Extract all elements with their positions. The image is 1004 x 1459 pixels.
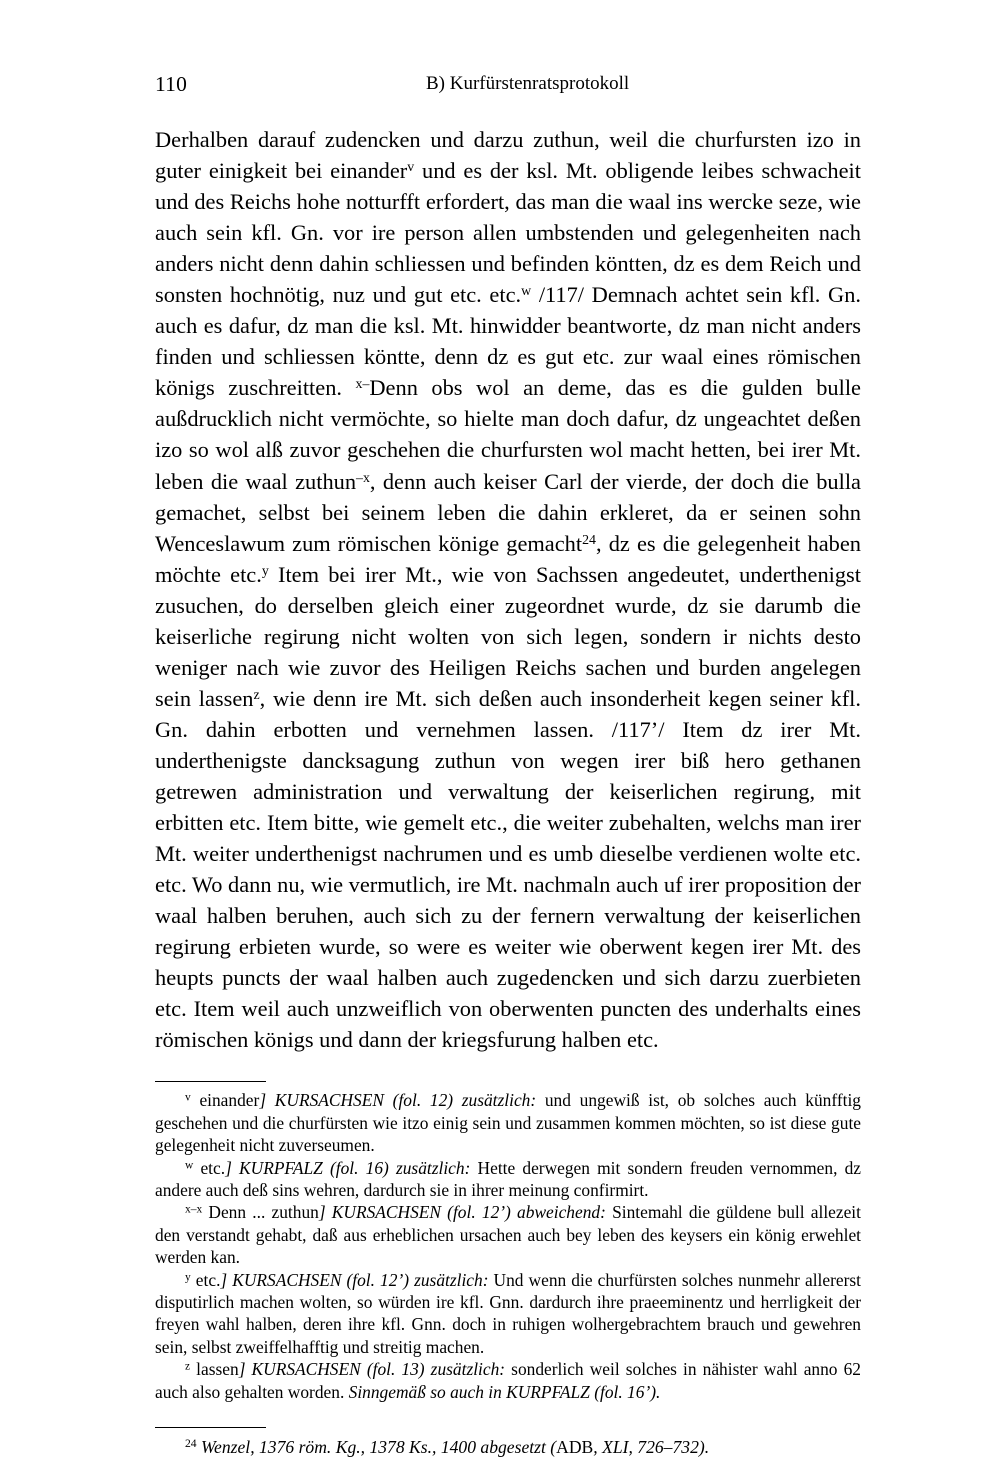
apparatus-entry: $^{x-x}$ Denn ... zuthun] KURSACHSEN (fol. 12’) abweichend: Sintemahl die güldene bull allezeit den verstandt gehabt, daß aus erheblichen ursachen auch bey leben des keysers ein könig erwehlet werden kan. bbox=[155, 1202, 861, 1268]
body-paragraph: Derhalben darauf zudencken und darzu zuthun, weil die churfursten izo in guter einigkeit bei einander$^v$ und es der ksl. Mt. obligende leibes schwacheit und des Reichs hohe notturfft erfordert, das man die waal ins wercke seze, wie auch sein kfl. Gn. vor ire person allen umbstenden und gelegenheiten nach anders nicht denn dahin schliessen und befinden köntten, dz es dem Reich und sonsten hochnötig, nuz und gut etc. etc.$^w$ /117/ Demnach achtet sein kfl. Gn. auch es dafur, dz man die ksl. Mt. hinwidder beantworte, dz man nicht anders finden und schliessen köntte, denn dz es gut etc. zur waal eines römischen königs zuschreitten. $^{x-}$Denn obs wol an deme, das es die gulden bulle außdrucklich nicht vermöchte, so hielte man doch dafur, dz ungeachtet deßen izo so wol alß zuvor geschehen die churfursten wol macht hetten, bei irer Mt. leben die waal zuthun$^{-x}$, denn auch keiser Carl der vierde, der doch die bulla gemachet, selbst bei seinem leben die dahin erkleret, da er seinen sohn Wenceslawum zum römischen könige gemacht$^{24}$, dz es die gelegenheit haben möchte etc.$^y$ Item bei irer Mt., wie von Sachssen angedeutet, underthenigst zusuchen, do derselben gleich einer zugeordnet wurde, dz sie darumb die keiserliche regirung nicht wolten von sich legen, sondern ir nichts desto weniger nach wie zuvor des Heiligen Reichs sachen und burden angelegen sein lassen$^z$, wie denn ire Mt. sich deßen auch insonderheit kegen seiner kfl. Gn. dahin erbotten und vernehmen lassen. /117’/ Item dz irer Mt. underthenigste dancksagung zuthun von wegen irer biß hero gethanen getrewen administration und verwaltung der keiserlichen regirung, mit erbitten etc. Item bitte, wie gemelt etc., die weiter zubehalten, welchs man irer Mt. weiter underthenigst nachrumen und es umb dieselbe verdienen wolte etc. etc. Wo dann nu, wie vermutlich, ire Mt. nachmaln auch uf irer proposition der waal halben beruhen, auch sich zu der fernern verwaltung der keiserlichen regirung erbieten wurde, so were es weiter wie oberwent kegen irer Mt. des heupts puncts der waal halben auch zugedencken und sich darzu zuerbieten etc. Item weil auch unzweiflich von oberwenten puncten des underhalts eines römischen königs und dann der kriegsfurung halben etc. bbox=[155, 127, 862, 1053]
footnote-separator-rule bbox=[155, 1427, 266, 1428]
page-number: 110 bbox=[155, 72, 188, 96]
apparatus-entry: $^y$ etc.] KURSACHSEN (fol. 12’) zusätzlich: Und wenn die churfürsten solches nunmehr allererst disputirlich machen wolten, so würden ire kfl. Gnn. dardurch ihre praeeminentz und herrligkeit der freyen wahl halben, deren ihre kfl. Gnn. doch in ruhigen wolhergebrachtem brauch und gewehren sein, selbst zweiffelhafftig und streitig machen. bbox=[155, 1269, 861, 1357]
running-head bbox=[155, 72, 861, 114]
apparatus-entry: $^z$ lassen] KURSACHSEN (fol. 13) zusätzlich: sonderlich weil solches in nähister wahl anno 62 auch also gehalten worden. Sinngemäß so auch in KURPFALZ (fol. 16’). bbox=[155, 1359, 861, 1402]
apparatus-separator-rule bbox=[155, 1081, 266, 1082]
running-head-title: B) Kurfürstenratsprotokoll bbox=[426, 73, 630, 94]
footnote-section bbox=[155, 1427, 861, 1458]
footnote-list bbox=[155, 1436, 861, 1458]
page-content bbox=[155, 72, 861, 1459]
apparatus-entry: $^v$ einander] KURSACHSEN (fol. 12) zusätzlich: und ungewiß ist, ob solches auch künfftig geschehen und die churfürsten wie itzo einig sein und zusammen kommen möchten, so ist diese gute gelegenheit nicht zuverseumen. bbox=[155, 1090, 861, 1156]
apparatus-note-list bbox=[155, 1089, 861, 1403]
footnote-entry: $^{24}$ Wenzel, 1376 röm. Kg., 1378 Ks., 1400 abgesetzt (ADB, XLI, 726–732). bbox=[185, 1437, 710, 1458]
critical-apparatus bbox=[155, 1081, 861, 1403]
apparatus-entry: $^w$ etc.] KURPFALZ (fol. 16) zusätzlich: Hette derwegen mit sondern freuden vernommen, dz andere auch deß sins wehren, dardurch sie in ihrer meinung confirmirt. bbox=[155, 1157, 862, 1201]
body-text bbox=[155, 124, 861, 1055]
